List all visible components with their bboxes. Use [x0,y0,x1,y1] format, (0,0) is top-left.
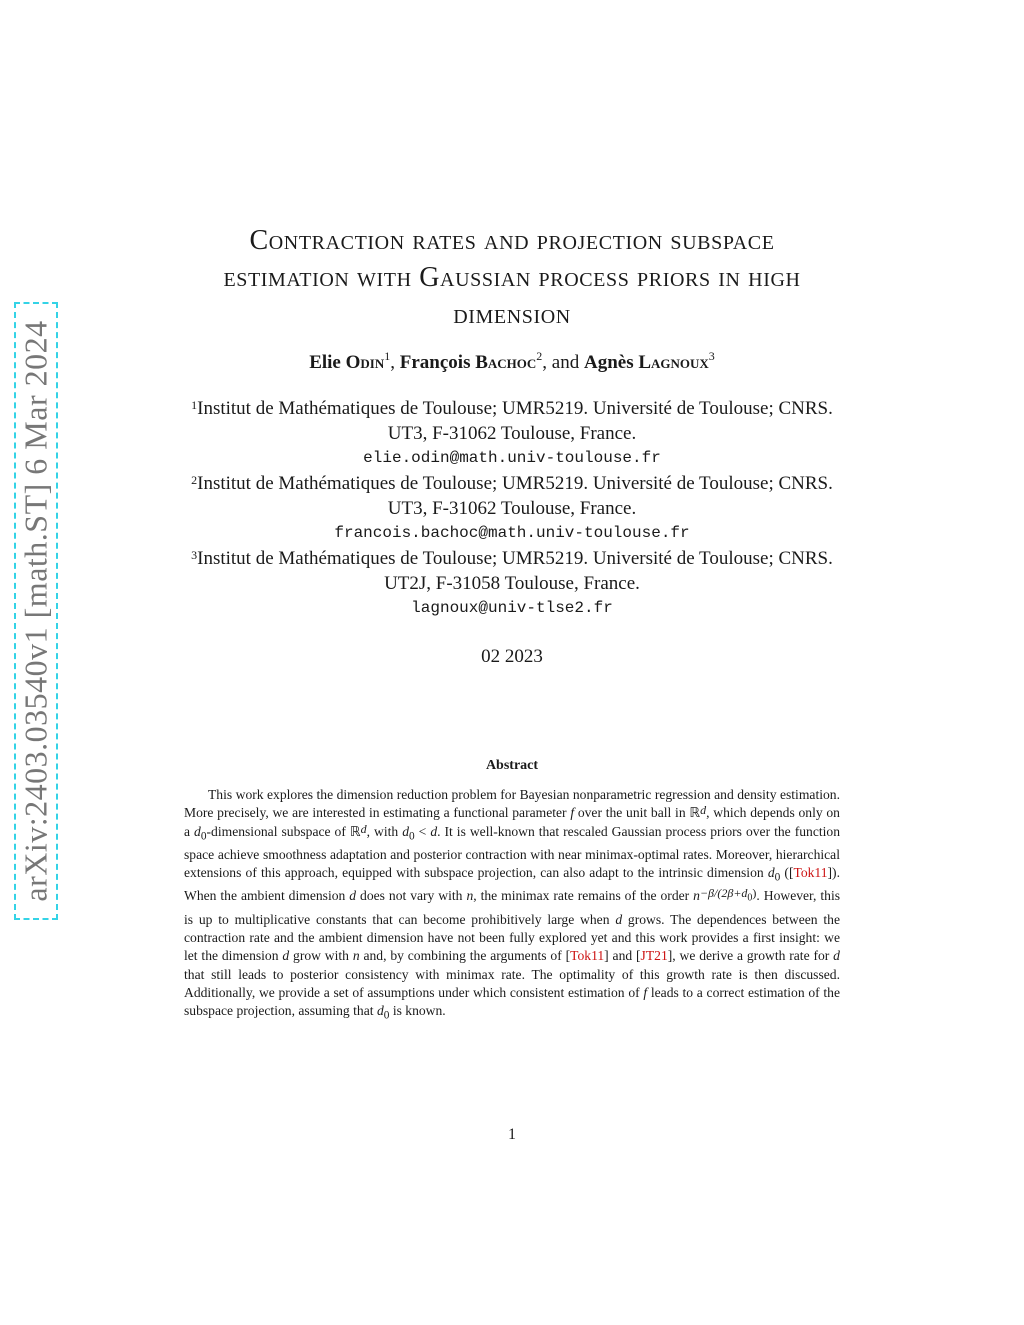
citation-link[interactable]: Tok11 [793,864,828,880]
email-link[interactable]: francois.bachoc@math.univ-toulouse.fr [334,524,690,542]
citation-link[interactable]: Tok11 [570,948,605,964]
abstract-heading: Abstract [485,758,539,773]
page-number: 1 [508,1126,516,1143]
title-line-1: Contraction rates and projection subspace [249,225,775,256]
citation-link[interactable]: JT21 [640,948,668,964]
email-link[interactable]: elie.odin@math.univ-toulouse.fr [363,449,661,467]
paper-date: 02 2023 [481,646,543,667]
paper-title [130,222,894,333]
author-2: François Bachoc [399,352,537,373]
affiliation-3: $^3$Institut de Mathématiques de Toulouse; UMR5219. Université de Toulouse; CNRS. UT2J, F-31058 Toulouse, France. lagnoux@univ-tlse2.fr [130,546,894,621]
affiliation-2: $^2$Institut de Mathématiques de Toulouse; UMR5219. Université de Toulouse; CNRS. UT3, F-31062 Toulouse, France. francois.bachoc@math.univ-toulouse.fr [130,471,894,546]
arxiv-stamp [14,302,58,920]
affiliation-1: $^1$Institut de Mathématiques de Toulouse; UMR5219. Université de Toulouse; CNRS. UT3, F-31062 Toulouse, France. elie.odin@math.univ-toulouse.fr [130,396,894,471]
title-line-3: dimension [453,299,571,330]
author-3: Agnès Lagnoux [583,352,709,373]
email-link[interactable]: lagnoux@univ-tlse2.fr [411,599,613,617]
author-1: Elie Odin [309,352,385,373]
author-list: Elie Odin$^1$, François Bachoc$^2$, and Agnès Lagnoux$^3$ [309,349,715,373]
arxiv-stamp-text: arXiv:2403.03540v1 [math.ST] 6 Mar 2024 [17,320,54,902]
abstract-text: This work explores the dimension reduction problem for Bayesian nonparametric regression and density estimation. More precisely, we are interested in estimating a functional parameter f over the unit ball in ℝ$^d$, which depends only on a $d_0$-dimensional subspace of ℝ$^d$, with $d_0 < d$. It is well-known that rescaled Gaussian process priors over the function space achieve smoothness adaptation and posterior contraction with near minimax-optimal rates. Moreover, hierarchical extensions of this approach, equipped with subspace projection, can also adapt to the intrinsic dimension $d_0$ ([Tok11]). When the ambient dimension d does not vary with n, the minimax rate remains of the order $n^{-\beta/(2\beta+d_0)}$. However, this is up to multiplicative constants that can become prohibitively large when d grows. The dependences between the contraction rate and the ambient dimension have not been fully explored yet and this work provides a first insight: we let the dimension d grow with n and, by combining the arguments of [Tok11] and [JT21], we derive a growth rate for d that still leads to posterior consistency with minimax rate. The optimality of this growth rate is then discussed. Additionally, we provide a set of assumptions under which consistent estimation of f leads to a correct estimation of the subspace projection, assuming that $d_0$ is known. [184,787,841,1022]
title-line-2: estimation with Gaussian process priors in high [223,262,801,293]
